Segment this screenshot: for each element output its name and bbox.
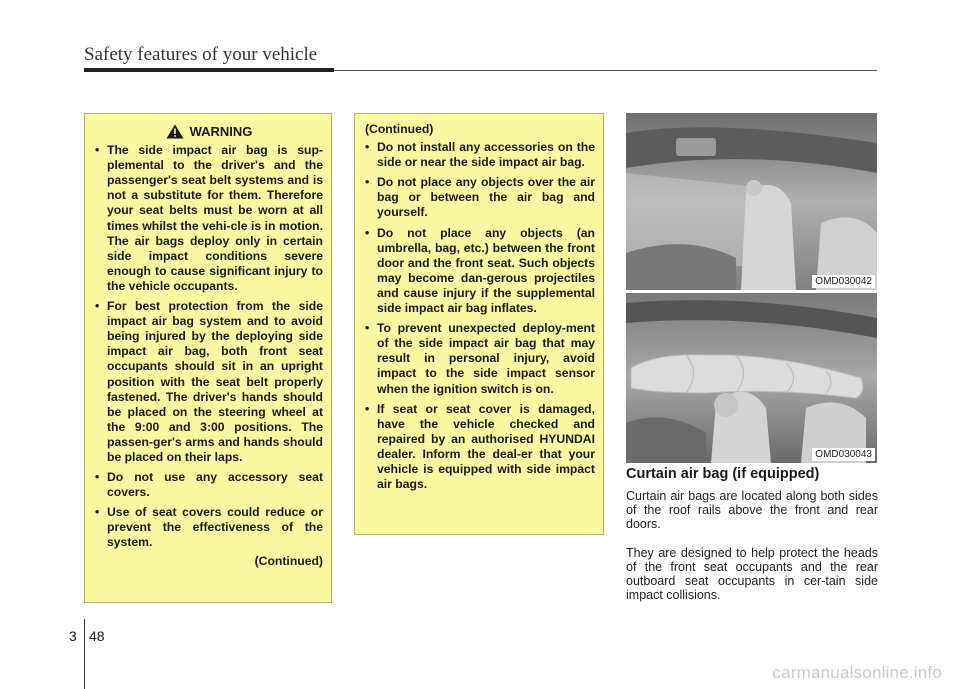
warning-item: • Do not install any accessories on the side or near the side impact air bag. — [365, 140, 595, 170]
section-paragraph: Curtain air bags are located along both sides of the roof rails above the front and rear doors. — [626, 489, 878, 531]
header-rule-thick — [84, 68, 334, 72]
section-paragraph: They are designed to help protect the heads of the front seat occupants and the rear outboard seat occupants in cer-tain side impact collisions. — [626, 546, 878, 602]
watermark: carmanualsonline.info — [772, 663, 942, 682]
continued-label: (Continued) — [254, 553, 323, 568]
warning-heading — [95, 124, 323, 139]
continued-label: (Continued) — [365, 122, 434, 136]
warning-item: • For best protection from the side impact air bag system and to avoid being injured by the deploying side impact air bag, both front seat occupants should sit in an upright position with the seat belt properly fastened. The driver's hands should be placed on the steering wheel at the 9:00 and 3:00 positions. The passen-ger's arms and hands should be placed on their laps. — [95, 299, 323, 465]
interior-photo-side-airbag — [626, 113, 877, 290]
image-code: OMD030042 — [812, 275, 875, 288]
warning-item: • Do not place any objects over the air bag or between the air bag and yourself. — [365, 175, 595, 220]
warning-item: • Do not use any accessory seat covers. — [95, 470, 323, 500]
page-number: 48 — [89, 628, 105, 644]
page-header-title: Safety features of your vehicle — [84, 44, 318, 65]
header-rule-thin — [334, 70, 877, 71]
section-title: Curtain air bag (if equipped) — [626, 466, 820, 482]
chapter-number: 3 — [69, 628, 77, 644]
footer-rule — [84, 619, 85, 689]
warning-box — [84, 113, 332, 603]
warning-item: • The side impact air bag is sup-plemental to the driver's and the passenger's seat belt systems and is not a substitute for them. Therefore your seat belts must be worn at all times whilst the vehi-cle is in motion. The air bags deploy only in certain side impact conditions severe enough to cause significant injury to the vehicle occupants. — [95, 143, 323, 294]
interior-photo-curtain-airbag — [626, 293, 877, 463]
warning-item: • Do not place any objects (an umbrella, bag, etc.) between the front door and the front seat. Such objects may become dan-gerous projectiles and cause injury if the supplemental side impact air bag inflates. — [365, 226, 595, 317]
warning-list — [95, 143, 323, 550]
image-code: OMD030043 — [812, 448, 875, 461]
warning-item: • If seat or seat cover is damaged, have the vehicle checked and repaired by an authorised HYUNDAI dealer. Inform the deal-er that your vehicle is equipped with side impact air bags. — [365, 402, 595, 493]
continued-list — [365, 140, 595, 492]
warning-triangle-icon — [166, 124, 184, 139]
warning-item: • Use of seat covers could reduce or prevent the effectiveness of the system. — [95, 505, 323, 550]
warning-item: • To prevent unexpected deploy-ment of the side impact air bag that may result in personal injury, avoid impact to the side impact sensor when the ignition switch is on. — [365, 321, 595, 396]
continued-warning-box — [354, 113, 604, 535]
warning-heading-text: WARNING — [189, 124, 253, 139]
